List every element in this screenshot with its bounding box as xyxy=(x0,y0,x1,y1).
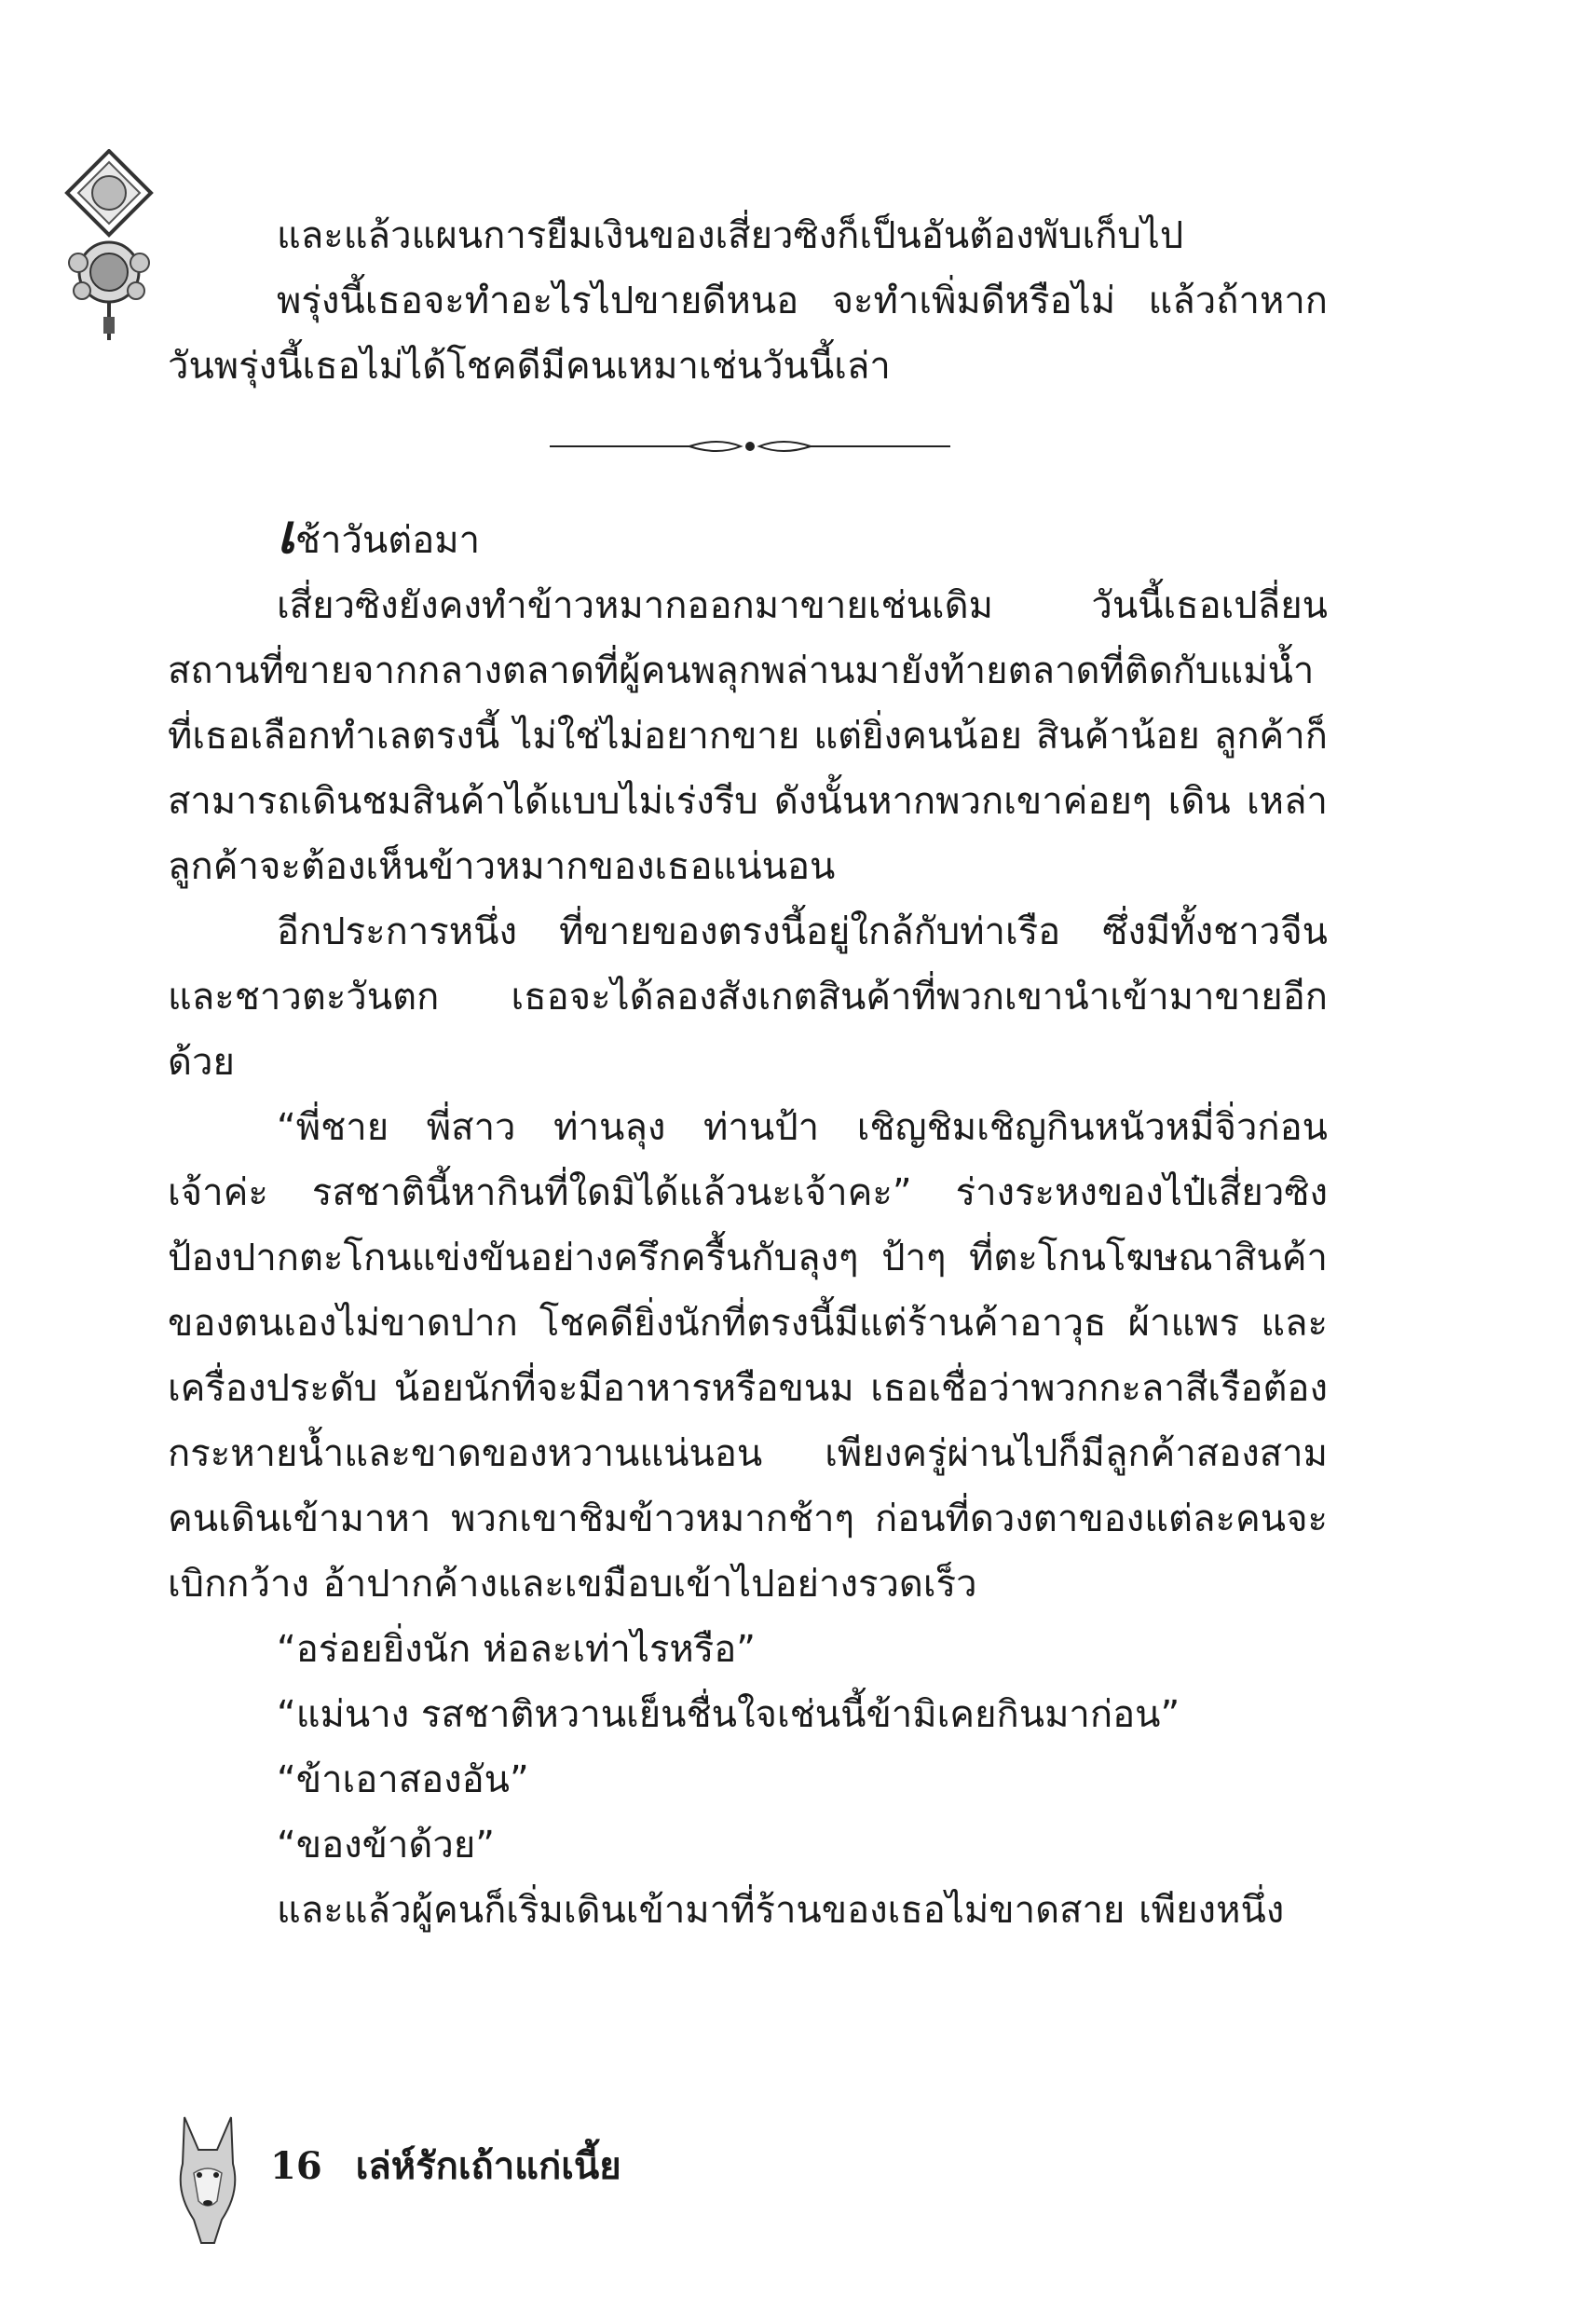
dialogue-line: “อร่อยยิ่งนัก ห่อละเท่าไรหรือ” xyxy=(277,1628,757,1671)
book-title: เล่ห์รักเถ้าแก่เนี้ย xyxy=(355,2144,621,2188)
scene-divider-ornament xyxy=(550,434,950,458)
page-number: 16 xyxy=(270,2144,322,2188)
main-text-block xyxy=(168,501,1328,1943)
ornament-emblem-icon xyxy=(58,149,160,345)
paragraph: “พี่ชาย พี่สาว ท่านลุง ท่านป้า เชิญชิมเชิญกินหนัวหมี่จิ่วก่อนเจ้าค่ะ รสชาตินี้หากินที่ใดมิได้แล้วนะเจ้าคะ” ร่างระหงของไป๋เสี่ยวซิงป้องปากตะโกนแข่งขันอย่างครึกครื้นกับลุงๆ ป้าๆ ที่ตะโกนโฆษณาสินค้าของตนเองไม่ขาดปาก โชคดียิ่งนักที่ตรงนี้มีแต่ร้านค้าอาวุธ ผ้าแพร และเครื่องประดับ น้อยนักที่จะมีอาหารหรือขนม เธอเชื่อว่าพวกกะลาสีเรือต้องกระหายน้ำและขาดของหวานแน่นอน เพียงครู่ผ่านไปก็มีลูกค้าสองสามคนเดินเข้ามาหา พวกเขาชิมข้าวหมากช้าๆ ก่อนที่ดวงตาของแต่ละคนจะเบิกกว้าง อ้าปากค้างและเขมือบเข้าไปอย่างรวดเร็ว xyxy=(168,1106,1328,1606)
paragraph: เสี่ยวซิงยังคงทำข้าวหมากออกมาขายเช่นเดิม วันนี้เธอเปลี่ยนสถานที่ขายจากกลางตลาดที่ผู้คนพลุกพล่านมายังท้ายตลาดที่ติดกับแม่น้ำ ที่เธอเลือกทำเลตรงนี้ ไม่ใช่ไม่อยากขาย แต่ยิ่งคนน้อย สินค้าน้อย ลูกค้าก็สามารถเดินชมสินค้าได้แบบไม่เร่งรีบ ดังนั้นหากพวกเขาค่อยๆ เดิน เหล่าลูกค้าจะต้องเห็นข้าวหมากของเธอแน่นอน xyxy=(168,584,1328,888)
opening-text: ช้าวันต่อมา xyxy=(294,519,481,562)
dialogue-line: “ของข้าด้วย” xyxy=(277,1824,496,1867)
paragraph: อีกประการหนึ่ง ที่ขายของตรงนี้อยู่ใกล้กับท่าเรือ ซึ่งมีทั้งชาวจีนและชาวตะวันตก เธอจะได้ลองสังเกตสินค้าที่พวกเขานำเข้ามาขายอีกด้วย xyxy=(168,910,1328,1084)
wolf-head-icon xyxy=(166,2108,250,2248)
dialogue-line: “แม่นาง รสชาติหวานเย็นชื่นใจเช่นนี้ข้ามิเคยกินมาก่อน” xyxy=(277,1693,1180,1736)
chapter-opening-line xyxy=(168,501,1328,573)
page-footer xyxy=(270,2143,621,2190)
paragraph: และแล้วผู้คนก็เริ่มเดินเข้ามาที่ร้านของเธอไม่ขาดสาย เพียงหนึ่ง xyxy=(277,1889,1285,1932)
drop-cap: เ xyxy=(277,502,295,566)
paragraph: และแล้วแผนการยืมเงินของเสี่ยวซิงก็เป็นอันต้องพับเก็บไป xyxy=(277,214,1184,257)
dialogue-line: “ข้าเอาสองอัน” xyxy=(277,1758,529,1801)
top-text-block xyxy=(168,203,1328,399)
paragraph: พรุ่งนี้เธอจะทำอะไรไปขายดีหนอ จะทำเพิ่มดีหรือไม่ แล้วถ้าหากวันพรุ่งนี้เธอไม่ได้โชคดีมีคนเหมาเช่นวันนี้เล่า xyxy=(168,280,1328,388)
